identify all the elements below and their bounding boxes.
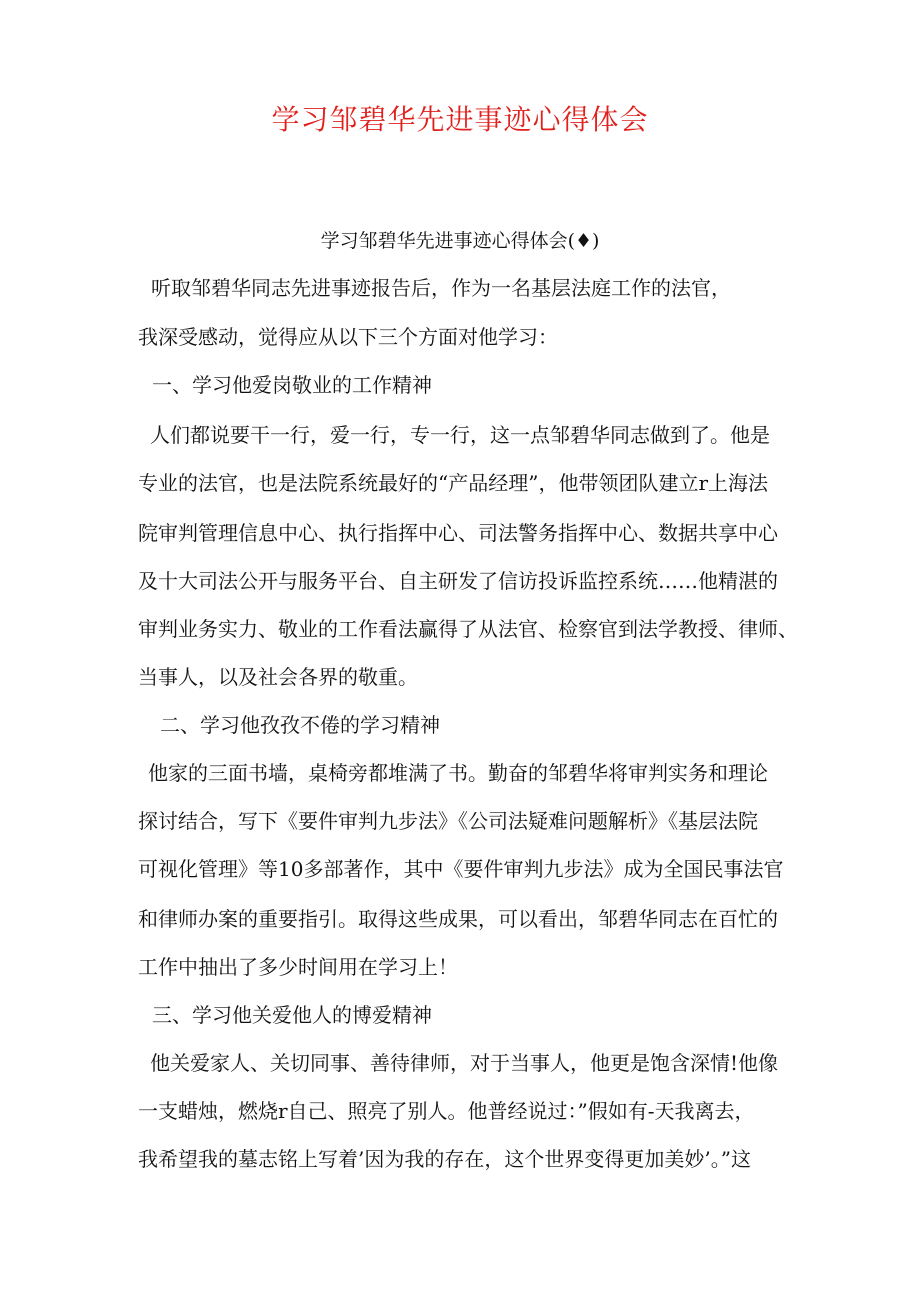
- body-line: 探讨结合，写下《要件审判九步法》《公司法疑难问题解析》《基层法院: [138, 809, 758, 833]
- body-line: 可视化管理》等10多部著作，其中《要件审判九步法》成为全国民事法官: [138, 857, 784, 881]
- section-heading: 一、学习他爱岗敬业的工作精神: [152, 373, 432, 397]
- body-line: 一支蜡烛，燃烧r自己、照亮了别人。他普经说过：”假如有-天我离去，: [138, 1099, 755, 1123]
- body-line: 和律师办案的重要指引。取得这些成果，可以看出，邹碧华同志在百忙的: [138, 907, 778, 931]
- body-line: 院审判管理信息中心、执行指挥中心、司法警务指挥中心、数据共享中心: [138, 521, 778, 545]
- body-line: 我深受感动，觉得应从以下三个方面对他学习：: [138, 325, 558, 349]
- body-line: 他关爱家人、关切同事、善待律师，对于当事人，他更是饱含深情!他像: [150, 1051, 779, 1075]
- document-title: 学习邹碧华先进事迹心得体会: [271, 103, 649, 136]
- section-heading: 二、学习他孜孜不倦的学习精神: [160, 713, 440, 737]
- body-line: 专业的法官，也是法院系统最好的“产品经理”，他带领团队建立r上海法: [138, 471, 769, 495]
- document-subtitle: 学习邹碧华先进事迹心得体会(♦): [320, 230, 600, 252]
- body-line: 听取邹碧华同志先进事迹报告后，作为一名基层法庭工作的法官，: [151, 276, 731, 300]
- body-line: 他家的三面书墙，桌椅旁都堆满了书。勤奋的邹碧华将审判实务和理论: [148, 761, 768, 785]
- body-line: 当事人，以及社会各界的敬重。: [138, 665, 418, 689]
- body-line: 及十大司法公开与服务平台、自主研发了信访投诉监控系统……他精湛的: [138, 569, 778, 593]
- body-line: 人们都说要干一行，爱一行，专一行，这一点邹碧华同志做到了。他是: [150, 423, 770, 447]
- section-heading: 三、学习他关爱他人的博爱精神: [152, 1003, 432, 1027]
- body-line: 我希望我的墓志铭上写着’因为我的存在，这个世界变得更加美妙’。”这: [138, 1147, 751, 1171]
- body-line: 工作中抽出了多少时间用在学习上！: [138, 955, 458, 979]
- body-line: 审判业务实力、敬业的工作看法赢得了从法官、检察官到法学教授、律师、: [138, 617, 798, 641]
